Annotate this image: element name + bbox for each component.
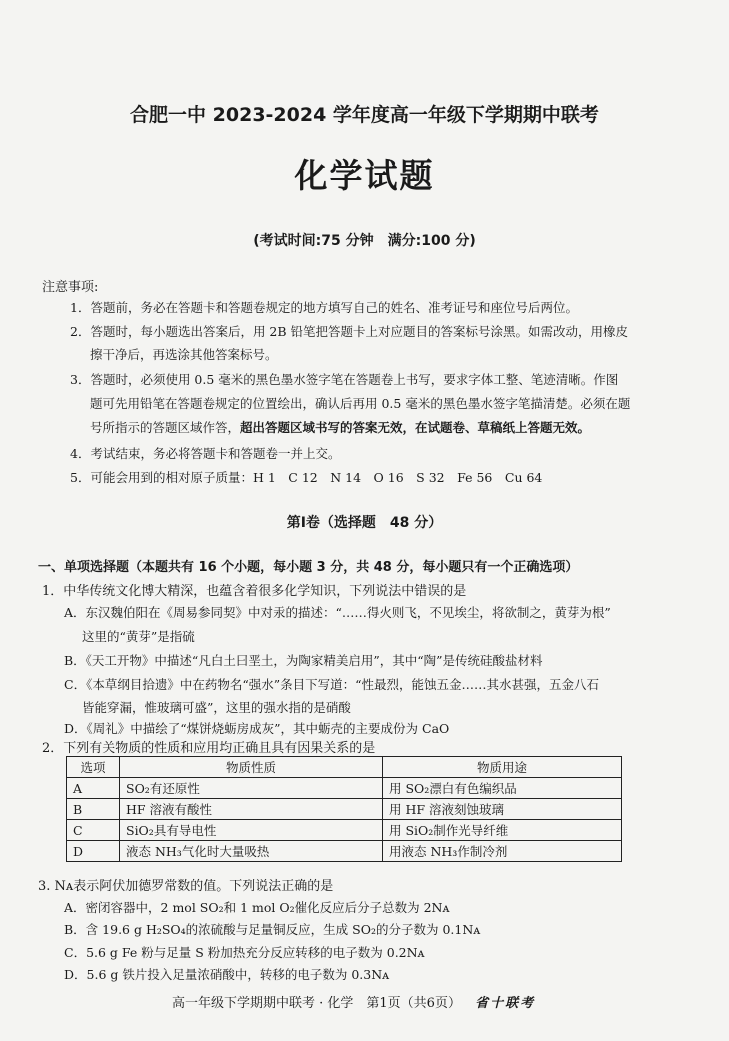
q3-stem: 3. Nᴀ表示阿伏加德罗常数的值。下列说法正确的是 [38,879,334,894]
subject-title: 化学试题 [294,156,435,195]
q2-stem: 2．下列有关物质的性质和应用均正确且具有因果关系的是 [42,741,376,756]
note-5: 5．可能会用到的相对原子质量：H 1 C 12 N 14 O 16 S 32 Fe 56 Cu 64 [70,470,543,485]
note-2-line1: 2．答题时，每小题选出答案后，用 2B 铅笔把答题卡上对应题目的答案标号涂黑。如需改动，用橡皮 [70,324,629,339]
table-cell: A [67,778,120,799]
page-footer [172,992,535,1011]
table-cell: 用 SO₂漂白有色编织品 [383,778,622,799]
note-4: 4．考试结束，务必将答题卡和答题卷一并上交。 [70,446,341,461]
table-cell: D [67,841,120,862]
table-cell: 用 SiO₂制作光导纤维 [383,820,622,841]
table-row [67,778,622,799]
table-cell: C [67,820,120,841]
q2-table [66,756,622,862]
table-header-row [67,757,622,778]
table-cell: 液态 NH₃气化时大量吸热 [120,841,383,862]
exam-info: (考试时间:75 分钟 满分:100 分) [253,233,476,249]
table-cell: 用液态 NH₃作制冷剂 [383,841,622,862]
q1-stem: 1．中华传统文化博大精深，也蕴含着很多化学知识，下列说法中错误的是 [42,584,467,599]
table-cell: SO₂有还原性 [120,778,383,799]
table-cell: 用 HF 溶液刻蚀玻璃 [383,799,622,820]
note-3-line2: 题可先用铅笔在答题卷规定的位置绘出，确认后再用 0.5 毫米的黑色墨水签字笔描清楚。必须在题 [90,396,631,411]
table-row [67,820,622,841]
table-header: 物质用途 [383,757,622,778]
q3-option-a: A．密闭容器中，2 mol SO₂和 1 mol O₂催化反应后分子总数为 2Nᴀ [64,900,450,915]
q3-option-c: C．5.6 g Fe 粉与足量 S 粉加热充分反应转移的电子数为 0.2Nᴀ [64,945,425,960]
part-heading: 一、单项选择题（本题共有 16 个小题，每小题 3 分，共 48 分，每小题只有一个正确选项） [38,560,579,575]
exam-title: 合肥一中 2023-2024 学年度高一年级下学期期中联考 [130,104,599,126]
q3-option-d: D．5.6 g 铁片投入足量浓硝酸中，转移的电子数为 0.3Nᴀ [64,967,390,982]
note-3-line1: 3．答题时，必须使用 0.5 毫米的黑色墨水签字笔在答题卷上书写，要求字体工整、笔迹清晰。作图 [70,372,619,387]
footer-text: 高一年级下学期期中联考 · 化学 第1页（共6页） [172,996,461,1011]
q3-option-b: B．含 19.6 g H₂SO₄的浓硫酸与足量铜反应，生成 SO₂的分子数为 0.1Nᴀ [64,922,481,937]
section-title: 第Ⅰ卷（选择题 48 分） [286,515,443,531]
note-3-line3 [90,418,590,436]
note-1: 1．答题前，务必在答题卡和答题卷规定的地方填写自己的姓名、准考证号和座位号后两位。 [70,300,578,315]
q1-option-c-line2: 皆能穿漏，惟玻璃可盛”，这里的强水指的是硝酸 [82,700,351,715]
footer-stamp: 省十联考 [475,996,536,1011]
note-2-line2: 擦干净后，再选涂其他答案标号。 [90,347,278,362]
notes-heading: 注意事项: [42,280,99,295]
q1-option-a-line1: A．东汉魏伯阳在《周易参同契》中对汞的描述：“……得火则飞，不见埃尘，将欲制之，黄芽为根” [64,605,611,620]
q1-option-b: B．《天工开物》中描述“凡白土曰垩土，为陶家精美启用”，其中“陶”是传统硅酸盐材料 [64,653,543,668]
q1-option-a-line2: 这里的“黄芽”是指硫 [82,629,195,644]
note-3-line3-text: 号所指示的答题区域作答， [90,420,241,435]
table-cell: SiO₂具有导电性 [120,820,383,841]
table-header: 物质性质 [120,757,383,778]
table-header: 选项 [67,757,120,778]
table-cell: B [67,799,120,820]
table-row [67,799,622,820]
table-cell: HF 溶液有酸性 [120,799,383,820]
note-3-emphasis: 超出答题区域书写的答案无效，在试题卷、草稿纸上答题无效。 [240,420,591,435]
table-row [67,841,622,862]
q1-option-c-line1: C．《本草纲目拾遗》中在药物名“强水”条目下写道：“性最烈，能蚀五金……其水甚强，五金八石 [64,677,599,692]
q1-option-d: D．《周礼》中描绘了“煤饼烧蛎房成灰”，其中蛎壳的主要成份为 CaO [64,721,450,736]
